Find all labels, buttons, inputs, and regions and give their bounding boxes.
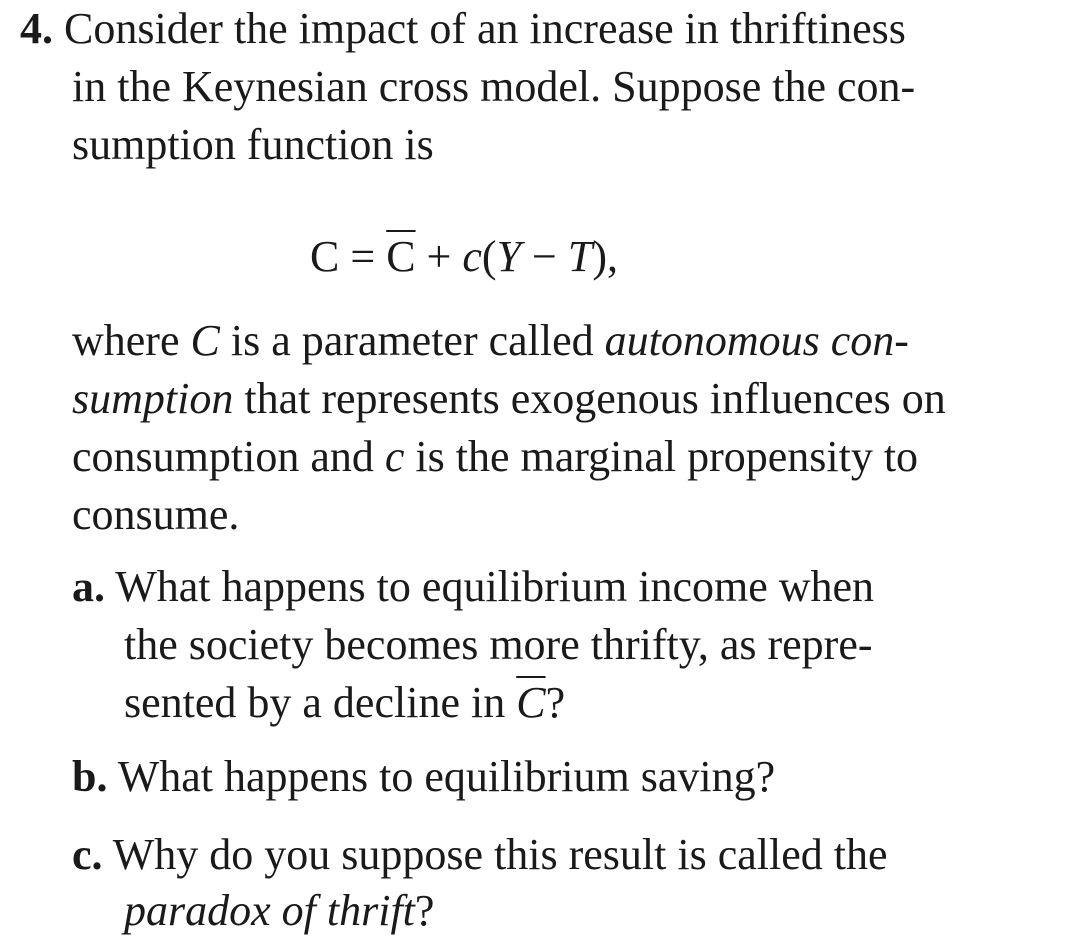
part-a-line-3 — [124, 674, 565, 732]
where-line-2 — [72, 370, 946, 428]
intro-text-1: Consider the impact of an increase in thriftiness — [64, 4, 906, 53]
where-1a: where — [72, 316, 191, 365]
eq-mpc: c — [462, 232, 482, 281]
eq-income: Y — [496, 232, 522, 281]
part-a-label: a. — [72, 562, 105, 611]
part-a-text-3b: ? — [545, 678, 566, 727]
eq-lhs: C — [310, 232, 340, 281]
where-1-C: C — [190, 316, 220, 365]
problem-number: 4. — [20, 4, 53, 53]
part-a-text-3a: sented by a decline in — [124, 678, 517, 727]
problem-intro-line-2 — [72, 58, 915, 116]
where-3-c: c — [384, 432, 405, 481]
part-c-text-2b: ? — [414, 886, 435, 935]
where-line-3 — [72, 428, 918, 486]
eq-minus: − — [521, 232, 568, 281]
part-c-line-1 — [72, 826, 888, 884]
part-b-label: b. — [72, 752, 108, 801]
where-2b: that represents exogenous influences on — [233, 374, 946, 423]
where-line-1 — [72, 312, 909, 370]
where-1b: is a parameter called — [219, 316, 605, 365]
part-a-text-2: the society becomes more thrifty, as repre- — [124, 620, 873, 669]
eq-paren-close: ), — [592, 232, 619, 281]
part-a-line-1 — [72, 558, 874, 616]
part-a-text-1: What happens to equilibrium income when — [115, 562, 875, 611]
where-4: consume. — [72, 490, 240, 539]
eq-paren-open: ( — [481, 232, 497, 281]
part-c-text-1: Why do you suppose this result is called the — [112, 830, 888, 879]
intro-text-2: in the Keynesian cross model. Suppose the con- — [72, 62, 916, 111]
where-3b: is the marginal propensity to — [404, 432, 919, 481]
problem-intro-line-3 — [72, 116, 434, 174]
problem-intro-line-1 — [20, 0, 906, 58]
consumption-equation — [310, 228, 618, 286]
eq-equals: = — [339, 232, 387, 281]
eq-taxes: T — [567, 232, 593, 281]
where-3a: consumption and — [72, 432, 385, 481]
where-1-italic: autonomous con- — [604, 316, 909, 365]
where-line-4 — [72, 486, 239, 544]
intro-text-3: sumption function is — [72, 120, 434, 169]
part-a-cbar: $\overline{C}$ — [516, 678, 546, 727]
part-a-line-2 — [124, 616, 873, 674]
eq-cbar: $\overline{C}$ — [386, 232, 416, 281]
part-b-line-1 — [72, 748, 775, 806]
part-b-text-1: What happens to equilibrium saving? — [117, 752, 776, 801]
part-c-line-2 — [124, 882, 434, 940]
eq-plus: + — [415, 232, 463, 281]
part-c-italic: paradox of thrift — [124, 886, 415, 935]
where-2-italic: sumption — [72, 374, 234, 423]
part-c-label: c. — [72, 830, 103, 879]
